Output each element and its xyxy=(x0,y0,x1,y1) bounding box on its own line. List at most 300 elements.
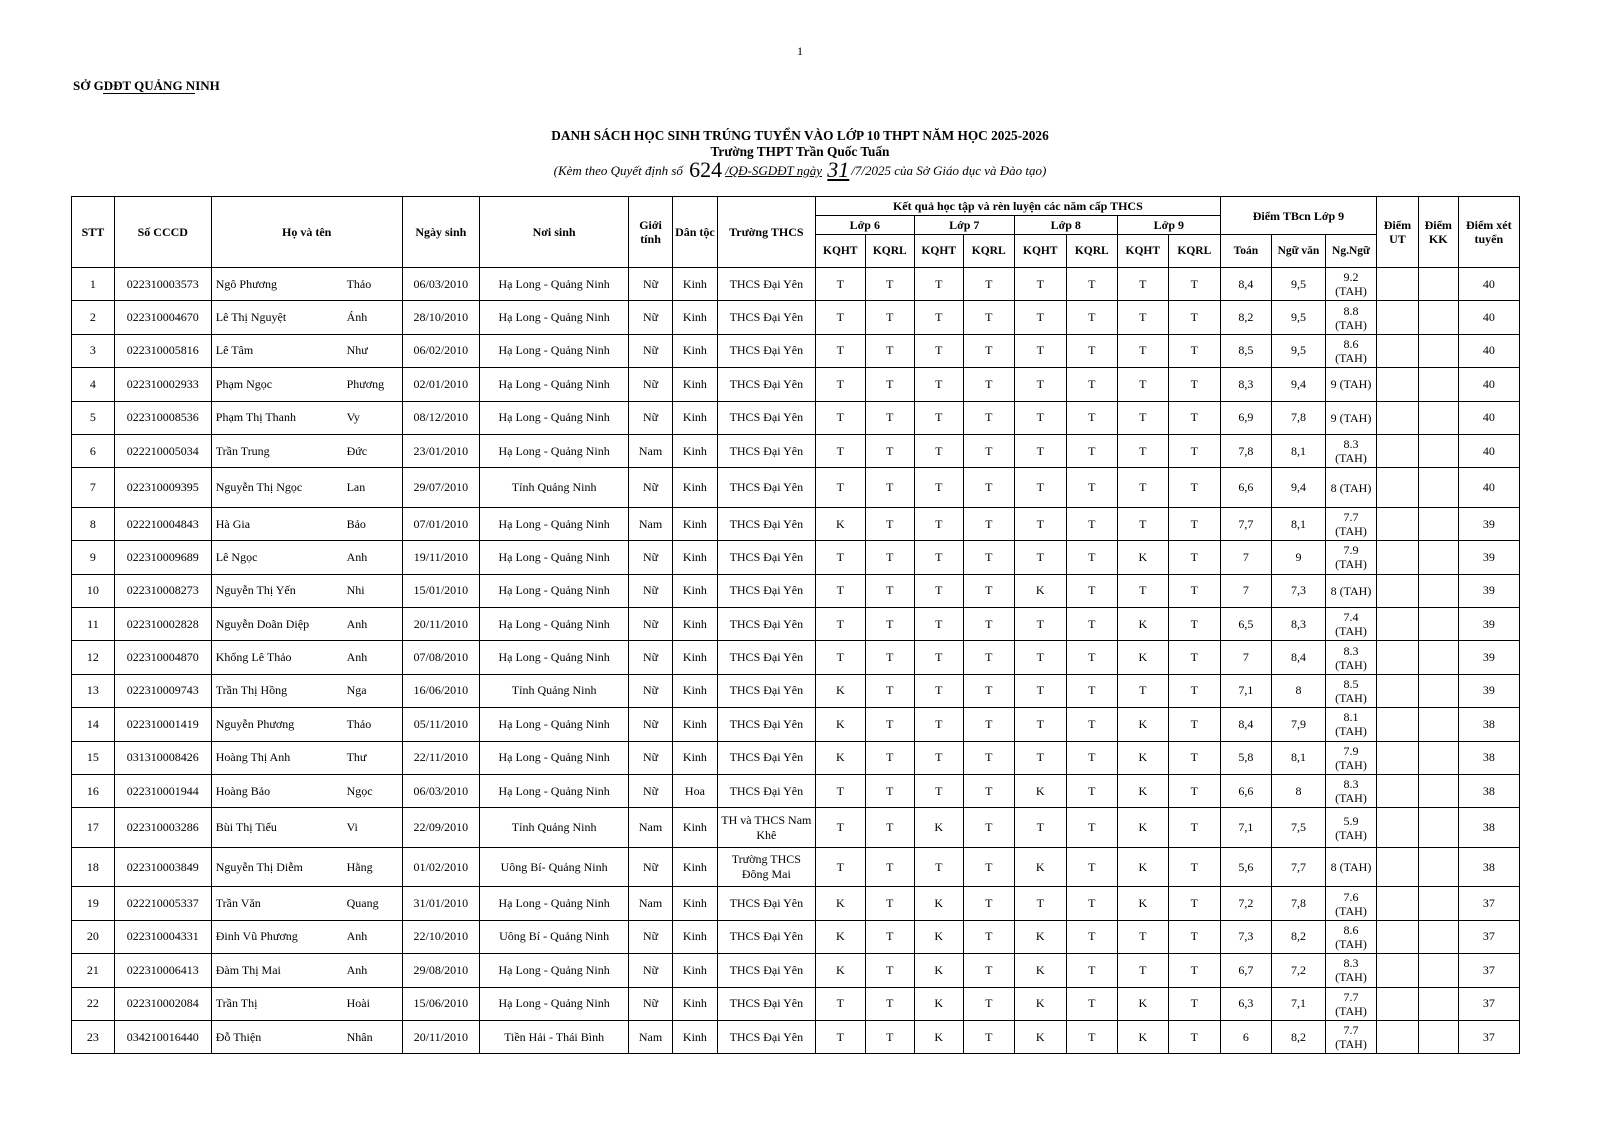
name-wrapper xyxy=(214,963,400,978)
cell-kqrl: T xyxy=(865,741,914,774)
cell-lit: 9 xyxy=(1271,541,1325,574)
cell-bonus xyxy=(1418,847,1458,887)
cell-priority xyxy=(1377,368,1419,401)
cell-lit: 8,2 xyxy=(1271,1020,1325,1053)
family-name: Nguyễn Phương xyxy=(215,716,295,731)
table-row xyxy=(72,334,1520,367)
header-kqht: KQHT xyxy=(815,235,865,268)
cell-lang: 8.8 (TAH) xyxy=(1325,301,1376,334)
given-name: Hoài xyxy=(346,996,370,1011)
cell-lit: 9,5 xyxy=(1271,301,1325,334)
cell-cccd: 034210016440 xyxy=(114,1020,211,1053)
cell-school: THCS Đại Yên xyxy=(717,301,815,334)
cell-name xyxy=(211,641,402,674)
cell-priority xyxy=(1377,1020,1419,1053)
cell-kqrl: T xyxy=(865,808,914,848)
cell-ethnic: Kinh xyxy=(672,741,717,774)
cell-ethnic: Kinh xyxy=(672,708,717,741)
family-name: Ngô Phương xyxy=(215,276,277,291)
family-name: Hoàng Bảo xyxy=(215,783,271,798)
cell-priority xyxy=(1377,434,1419,467)
cell-math: 8,4 xyxy=(1220,708,1271,741)
cell-name xyxy=(211,920,402,953)
cell-ethnic: Kinh xyxy=(672,268,717,301)
cell-total: 40 xyxy=(1458,368,1519,401)
cell-ethnic: Kinh xyxy=(672,847,717,887)
cell-name xyxy=(211,507,402,540)
cell-name xyxy=(211,987,402,1020)
given-name: Anh xyxy=(346,929,368,944)
cell-pob: Hạ Long - Quảng Ninh xyxy=(480,987,629,1020)
cell-kqht: T xyxy=(1117,301,1168,334)
cell-kqrl: T xyxy=(1168,674,1220,707)
family-name: Trần Văn xyxy=(215,896,261,911)
cell-bonus xyxy=(1418,574,1458,607)
cell-total: 40 xyxy=(1458,434,1519,467)
cell-kqrl: T xyxy=(1066,268,1117,301)
cell-math: 7,3 xyxy=(1220,920,1271,953)
family-name: Đàm Thị Mai xyxy=(215,962,281,977)
cell-kqrl: T xyxy=(1168,847,1220,887)
cell-cccd: 022310002084 xyxy=(114,987,211,1020)
cell-stt: 4 xyxy=(72,368,115,401)
table-row xyxy=(72,887,1520,920)
cell-gender: Nam xyxy=(629,434,673,467)
cell-stt: 16 xyxy=(72,774,115,807)
given-name: Quang xyxy=(346,896,379,911)
cell-math: 5,6 xyxy=(1220,847,1271,887)
cell-kqrl: T xyxy=(865,641,914,674)
cell-school: THCS Đại Yên xyxy=(717,920,815,953)
cell-kqht: T xyxy=(815,608,865,641)
cell-stt: 3 xyxy=(72,334,115,367)
cell-kqht: T xyxy=(815,468,865,508)
cell-math: 8,5 xyxy=(1220,334,1271,367)
cell-stt: 2 xyxy=(72,301,115,334)
cell-kqrl: T xyxy=(963,920,1014,953)
cell-total: 40 xyxy=(1458,268,1519,301)
cell-kqrl: T xyxy=(865,468,914,508)
header-priority: Điểm UT xyxy=(1377,197,1419,268)
cell-kqht: T xyxy=(815,808,865,848)
cell-name xyxy=(211,887,402,920)
header-cccd: Số CCCD xyxy=(114,197,211,268)
cell-school: THCS Đại Yên xyxy=(717,774,815,807)
cell-math: 8,3 xyxy=(1220,368,1271,401)
name-wrapper xyxy=(214,480,400,495)
cell-kqrl: T xyxy=(1168,808,1220,848)
name-wrapper xyxy=(214,410,400,425)
cell-kqrl: T xyxy=(1066,708,1117,741)
given-name: Vy xyxy=(346,410,360,425)
cell-kqrl: T xyxy=(1168,741,1220,774)
table-row xyxy=(72,368,1520,401)
cell-kqht: T xyxy=(815,574,865,607)
cell-math: 6,6 xyxy=(1220,774,1271,807)
cell-kqht: K xyxy=(815,920,865,953)
given-name: Nga xyxy=(346,683,367,698)
cell-lang: 7.7 (TAH) xyxy=(1325,507,1376,540)
cell-kqrl: T xyxy=(1066,541,1117,574)
cell-cccd: 031310008426 xyxy=(114,741,211,774)
cell-lit: 8,1 xyxy=(1271,434,1325,467)
cell-pob: Hạ Long - Quảng Ninh xyxy=(480,334,629,367)
cell-gender: Nam xyxy=(629,507,673,540)
cell-kqht: T xyxy=(1014,507,1066,540)
cell-lang: 9.2 (TAH) xyxy=(1325,268,1376,301)
cell-kqrl: T xyxy=(1066,808,1117,848)
cell-school: THCS Đại Yên xyxy=(717,401,815,434)
cell-kqrl: T xyxy=(1168,708,1220,741)
cell-gender: Nữ xyxy=(629,987,673,1020)
cell-total: 39 xyxy=(1458,507,1519,540)
cell-kqht: T xyxy=(815,368,865,401)
cell-kqrl: T xyxy=(1066,741,1117,774)
cell-kqht: T xyxy=(1014,541,1066,574)
agency-name: SỞ GDĐT QUẢNG NINH xyxy=(73,78,220,93)
cell-cccd: 022310001944 xyxy=(114,774,211,807)
cell-stt: 19 xyxy=(72,887,115,920)
cell-lang: 8.3 (TAH) xyxy=(1325,774,1376,807)
cell-dob: 02/01/2010 xyxy=(402,368,480,401)
cell-kqrl: T xyxy=(1168,268,1220,301)
header-grade8: Lớp 8 xyxy=(1014,216,1117,235)
header-grade6: Lớp 6 xyxy=(815,216,914,235)
cell-lit: 8,1 xyxy=(1271,507,1325,540)
cell-ethnic: Kinh xyxy=(672,368,717,401)
name-wrapper xyxy=(214,517,400,532)
cell-gender: Nữ xyxy=(629,954,673,987)
cell-kqht: T xyxy=(815,268,865,301)
family-name: Bùi Thị Tiểu xyxy=(215,820,277,835)
cell-name xyxy=(211,1020,402,1053)
family-name: Khổng Lê Thảo xyxy=(215,650,292,665)
cell-total: 40 xyxy=(1458,401,1519,434)
cell-math: 6 xyxy=(1220,1020,1271,1053)
school-name: Trường THPT Trần Quốc Tuấn xyxy=(710,144,890,159)
cell-gender: Nữ xyxy=(629,774,673,807)
name-wrapper xyxy=(214,683,400,698)
cell-lit: 7,8 xyxy=(1271,401,1325,434)
cell-math: 6,6 xyxy=(1220,468,1271,508)
cell-math: 7,1 xyxy=(1220,808,1271,848)
header-math: Toán xyxy=(1220,235,1271,268)
cell-total: 37 xyxy=(1458,954,1519,987)
cell-lang: 8.5 (TAH) xyxy=(1325,674,1376,707)
cell-kqht: T xyxy=(1117,507,1168,540)
cell-kqrl: T xyxy=(963,608,1014,641)
cell-pob: Hạ Long - Quảng Ninh xyxy=(480,708,629,741)
cell-name xyxy=(211,847,402,887)
cell-gender: Nữ xyxy=(629,268,673,301)
cell-cccd: 022310004670 xyxy=(114,301,211,334)
cell-ethnic: Kinh xyxy=(672,608,717,641)
cell-kqrl: T xyxy=(865,708,914,741)
cell-kqht: T xyxy=(815,847,865,887)
family-name: Trần Trung xyxy=(215,443,270,458)
family-name: Lê Thị Nguyệt xyxy=(215,310,287,325)
cell-stt: 6 xyxy=(72,434,115,467)
header-avg-group: Điểm TBcn Lớp 9 xyxy=(1220,197,1376,235)
cell-bonus xyxy=(1418,507,1458,540)
cell-bonus xyxy=(1418,774,1458,807)
cell-kqrl: T xyxy=(1066,368,1117,401)
cell-pob: Uông Bí- Quảng Ninh xyxy=(480,847,629,887)
decision-code: /QĐ-SGDĐT ngày xyxy=(725,163,823,178)
cell-kqht: T xyxy=(914,507,963,540)
cell-kqht: T xyxy=(1117,574,1168,607)
cell-total: 38 xyxy=(1458,808,1519,848)
cell-lit: 8,2 xyxy=(1271,920,1325,953)
cell-lang: 8.3 (TAH) xyxy=(1325,641,1376,674)
cell-bonus xyxy=(1418,368,1458,401)
table-row xyxy=(72,1020,1520,1053)
cell-total: 38 xyxy=(1458,708,1519,741)
cell-kqht: K xyxy=(815,741,865,774)
cell-lit: 7,9 xyxy=(1271,708,1325,741)
table-row xyxy=(72,954,1520,987)
cell-pob: Hạ Long - Quảng Ninh xyxy=(480,301,629,334)
cell-kqrl: T xyxy=(963,507,1014,540)
cell-kqht: K xyxy=(1014,920,1066,953)
cell-ethnic: Kinh xyxy=(672,641,717,674)
cell-stt: 21 xyxy=(72,954,115,987)
cell-cccd: 022310002828 xyxy=(114,608,211,641)
cell-kqht: T xyxy=(815,1020,865,1053)
cell-kqht: K xyxy=(1014,1020,1066,1053)
cell-math: 6,9 xyxy=(1220,401,1271,434)
header-pob: Nơi sinh xyxy=(480,197,629,268)
cell-kqrl: T xyxy=(1168,774,1220,807)
cell-kqrl: T xyxy=(1066,468,1117,508)
cell-kqht: T xyxy=(815,301,865,334)
cell-dob: 16/06/2010 xyxy=(402,674,480,707)
cell-total: 38 xyxy=(1458,847,1519,887)
header-lang: Ng.Ngữ xyxy=(1325,235,1376,268)
cell-kqrl: T xyxy=(1168,301,1220,334)
name-wrapper xyxy=(214,896,400,911)
cell-kqht: T xyxy=(1014,674,1066,707)
cell-kqrl: T xyxy=(1066,887,1117,920)
cell-kqht: K xyxy=(1117,847,1168,887)
cell-kqrl: T xyxy=(865,507,914,540)
header-name: Họ và tên xyxy=(211,197,402,268)
family-name: Phạm Thị Thanh xyxy=(215,410,296,425)
cell-priority xyxy=(1377,641,1419,674)
cell-kqht: T xyxy=(815,987,865,1020)
cell-kqrl: T xyxy=(865,887,914,920)
cell-lit: 9,4 xyxy=(1271,368,1325,401)
cell-kqht: T xyxy=(914,301,963,334)
cell-gender: Nữ xyxy=(629,541,673,574)
header-kqrl: KQRL xyxy=(963,235,1014,268)
cell-school: THCS Đại Yên xyxy=(717,434,815,467)
cell-lit: 8,4 xyxy=(1271,641,1325,674)
table-row xyxy=(72,541,1520,574)
cell-kqrl: T xyxy=(865,847,914,887)
cell-priority xyxy=(1377,574,1419,607)
cell-kqrl: T xyxy=(963,641,1014,674)
given-name: Bảo xyxy=(346,516,366,531)
cell-kqht: K xyxy=(1014,987,1066,1020)
cell-pob: Hạ Long - Quảng Ninh xyxy=(480,641,629,674)
cell-dob: 06/03/2010 xyxy=(402,774,480,807)
cell-kqrl: T xyxy=(1168,641,1220,674)
cell-bonus xyxy=(1418,401,1458,434)
family-name: Nguyễn Thị Yến xyxy=(215,583,296,598)
cell-lang: 8 (TAH) xyxy=(1325,574,1376,607)
cell-kqht: K xyxy=(1117,641,1168,674)
decision-prefix: (Kèm theo Quyết định số xyxy=(553,163,683,178)
cell-priority xyxy=(1377,401,1419,434)
header-kqht: KQHT xyxy=(1014,235,1066,268)
cell-kqrl: T xyxy=(963,808,1014,848)
cell-kqrl: T xyxy=(865,268,914,301)
cell-kqht: T xyxy=(914,468,963,508)
cell-kqht: T xyxy=(914,368,963,401)
cell-kqrl: T xyxy=(1168,541,1220,574)
cell-total: 38 xyxy=(1458,774,1519,807)
cell-kqht: T xyxy=(1014,401,1066,434)
cell-dob: 08/12/2010 xyxy=(402,401,480,434)
cell-total: 38 xyxy=(1458,741,1519,774)
cell-kqht: T xyxy=(1014,887,1066,920)
cell-lit: 9,5 xyxy=(1271,268,1325,301)
cell-kqht: T xyxy=(1014,268,1066,301)
cell-kqrl: T xyxy=(963,774,1014,807)
cell-total: 39 xyxy=(1458,674,1519,707)
cell-kqrl: T xyxy=(865,920,914,953)
cell-gender: Nữ xyxy=(629,608,673,641)
cell-stt: 10 xyxy=(72,574,115,607)
cell-stt: 18 xyxy=(72,847,115,887)
cell-cccd: 022310006413 xyxy=(114,954,211,987)
cell-bonus xyxy=(1418,920,1458,953)
cell-math: 6,5 xyxy=(1220,608,1271,641)
cell-kqrl: T xyxy=(865,1020,914,1053)
cell-kqht: T xyxy=(1117,920,1168,953)
cell-kqrl: T xyxy=(963,847,1014,887)
header-kqrl: KQRL xyxy=(1168,235,1220,268)
cell-bonus xyxy=(1418,741,1458,774)
cell-kqrl: T xyxy=(1066,401,1117,434)
cell-kqht: K xyxy=(1014,574,1066,607)
cell-kqht: K xyxy=(815,507,865,540)
cell-kqht: T xyxy=(1014,608,1066,641)
document-title: DANH SÁCH HỌC SINH TRÚNG TUYỂN VÀO LỚP 10 THPT NĂM HỌC 2025-2026 xyxy=(551,128,1049,143)
cell-name xyxy=(211,608,402,641)
cell-total: 39 xyxy=(1458,541,1519,574)
cell-priority xyxy=(1377,507,1419,540)
table-row xyxy=(72,268,1520,301)
cell-gender: Nữ xyxy=(629,674,673,707)
cell-name xyxy=(211,808,402,848)
table-row xyxy=(72,301,1520,334)
header-total: Điểm xét tuyển xyxy=(1458,197,1519,268)
cell-lang: 7.4 (TAH) xyxy=(1325,608,1376,641)
cell-kqrl: T xyxy=(865,401,914,434)
cell-kqht: T xyxy=(914,708,963,741)
cell-bonus xyxy=(1418,987,1458,1020)
cell-kqrl: T xyxy=(865,334,914,367)
cell-lang: 7.9 (TAH) xyxy=(1325,541,1376,574)
given-name: Như xyxy=(346,343,368,358)
cell-kqht: T xyxy=(1014,808,1066,848)
table-row xyxy=(72,468,1520,508)
cell-school: THCS Đại Yên xyxy=(717,468,815,508)
cell-kqht: T xyxy=(914,674,963,707)
name-wrapper xyxy=(214,550,400,565)
family-name: Phạm Ngọc xyxy=(215,376,273,391)
cell-kqht: K xyxy=(1117,1020,1168,1053)
cell-dob: 29/08/2010 xyxy=(402,954,480,987)
cell-stt: 20 xyxy=(72,920,115,953)
cell-lit: 7,5 xyxy=(1271,808,1325,848)
cell-kqht: K xyxy=(1117,774,1168,807)
family-name: Nguyễn Doãn Diệp xyxy=(215,616,310,631)
cell-kqht: K xyxy=(1117,808,1168,848)
cell-dob: 07/08/2010 xyxy=(402,641,480,674)
cell-kqht: K xyxy=(1117,887,1168,920)
cell-kqrl: T xyxy=(963,708,1014,741)
cell-kqrl: T xyxy=(865,774,914,807)
cell-name xyxy=(211,774,402,807)
decision-day: 31 xyxy=(827,157,850,182)
given-name: Nhi xyxy=(346,583,365,598)
name-wrapper xyxy=(214,277,400,292)
cell-kqrl: T xyxy=(1066,334,1117,367)
family-name: Lê Tâm xyxy=(215,343,254,358)
cell-pob: Hạ Long - Quảng Ninh xyxy=(480,268,629,301)
family-name: Đỗ Thiện xyxy=(215,1029,262,1044)
name-wrapper xyxy=(214,1030,400,1045)
header-bonus: Điểm KK xyxy=(1418,197,1458,268)
cell-gender: Nữ xyxy=(629,708,673,741)
cell-name xyxy=(211,434,402,467)
cell-kqht: T xyxy=(1014,468,1066,508)
cell-pob: Tỉnh Quảng Ninh xyxy=(480,674,629,707)
cell-gender: Nữ xyxy=(629,334,673,367)
cell-kqrl: T xyxy=(865,301,914,334)
cell-ethnic: Kinh xyxy=(672,507,717,540)
cell-kqrl: T xyxy=(1168,887,1220,920)
name-wrapper xyxy=(214,583,400,598)
cell-lit: 8 xyxy=(1271,674,1325,707)
cell-priority xyxy=(1377,887,1419,920)
cell-kqrl: T xyxy=(963,741,1014,774)
cell-kqht: K xyxy=(1117,708,1168,741)
family-name: Hoàng Thị Anh xyxy=(215,750,291,765)
cell-lang: 8 (TAH) xyxy=(1325,468,1376,508)
name-wrapper xyxy=(214,377,400,392)
cell-lit: 7,7 xyxy=(1271,847,1325,887)
given-name: Thảo xyxy=(346,276,372,291)
cell-priority xyxy=(1377,808,1419,848)
cell-lit: 7,3 xyxy=(1271,574,1325,607)
cell-name xyxy=(211,954,402,987)
cell-gender: Nam xyxy=(629,808,673,848)
cell-cccd: 022310003286 xyxy=(114,808,211,848)
cell-cccd: 022310003573 xyxy=(114,268,211,301)
cell-bonus xyxy=(1418,708,1458,741)
table-row xyxy=(72,774,1520,807)
cell-stt: 15 xyxy=(72,741,115,774)
cell-pob: Hạ Long - Quảng Ninh xyxy=(480,434,629,467)
cell-cccd: 022310009743 xyxy=(114,674,211,707)
cell-lit: 8 xyxy=(1271,774,1325,807)
cell-stt: 14 xyxy=(72,708,115,741)
cell-kqrl: T xyxy=(963,574,1014,607)
